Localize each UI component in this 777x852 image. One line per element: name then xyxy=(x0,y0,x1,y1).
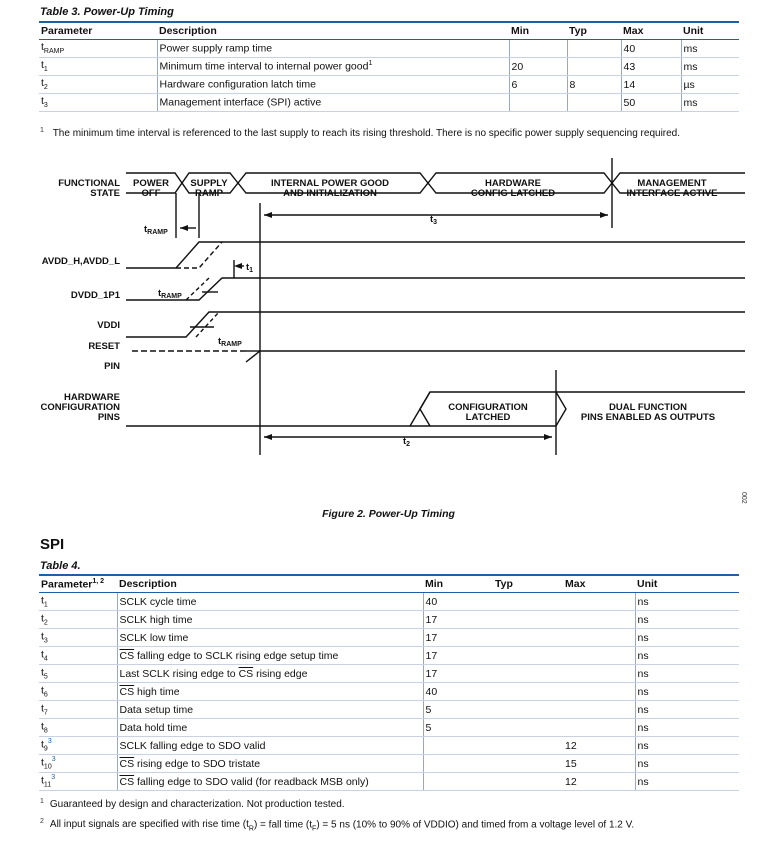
description-cell: Minimum time interval to internal power good$^1$ xyxy=(157,58,509,76)
footnote-text: The minimum time interval is referenced to the last supply to reach its rising threshold. There is no specific power supply sequencing required. xyxy=(52,128,681,140)
table-row xyxy=(39,683,739,701)
description-cell: $\overline{CS}$ falling edge to SCLK rising edge setup time xyxy=(117,647,423,665)
description-cell: $\overline{CS}$ rising edge to SDO tristate xyxy=(117,755,423,773)
state-supply-ramp-l2: RAMP xyxy=(195,188,223,199)
typ-cell xyxy=(493,593,563,611)
tramp-head xyxy=(180,225,188,231)
unit-cell: ns xyxy=(635,611,739,629)
param-cell: $t_7$ xyxy=(39,701,117,719)
t3-arrow-head-left xyxy=(264,212,272,218)
min-cell xyxy=(423,773,493,791)
unit-cell: ns xyxy=(635,593,739,611)
signal-vddi-label: VDDI xyxy=(97,320,120,331)
param-cell: $t_1$ xyxy=(39,593,117,611)
col-header-typ: Typ xyxy=(567,22,621,40)
typ-cell xyxy=(493,629,563,647)
typ-cell xyxy=(493,701,563,719)
min-cell: 17 xyxy=(423,629,493,647)
typ-cell xyxy=(493,665,563,683)
spi-footnote-2: $^2$ All input signals are specified with rise time $(t_R)$ = fall time $(t_F) = 5$ ns (10% to 90% of VDDIO) and timed from a voltage level of 1.2 V. xyxy=(40,818,635,833)
figure-id: 002 xyxy=(740,492,747,504)
param-cell: $t_3$ xyxy=(39,629,117,647)
col-header-min: Min xyxy=(509,22,567,40)
unit-cell: ns xyxy=(635,773,739,791)
signal-dvdd-label: DVDD_1P1 xyxy=(70,290,120,301)
state-internal-pg-l1: INTERNAL POWER GOOD xyxy=(270,178,390,189)
unit-cell: ns xyxy=(635,683,739,701)
spi-timing-table xyxy=(39,574,739,791)
state-hw-config-l2: CONFIG LATCHED xyxy=(470,188,556,199)
unit-cell: ns xyxy=(635,737,739,755)
tramp-label-3: $t_{RAMP}$ xyxy=(218,336,242,348)
max-cell xyxy=(563,701,635,719)
col-header-max: Max xyxy=(563,575,635,593)
table-row xyxy=(39,629,739,647)
unit-cell: ns xyxy=(635,719,739,737)
max-cell: 50 xyxy=(621,94,681,112)
min-cell: 17 xyxy=(423,611,493,629)
param-cell: $t_5$ xyxy=(39,665,117,683)
unit-cell: µs xyxy=(681,76,739,94)
typ-cell xyxy=(493,611,563,629)
table-row xyxy=(39,773,739,791)
table-row xyxy=(39,593,739,611)
param-cell: $t_4$ xyxy=(39,647,117,665)
description-cell: SCLK low time xyxy=(117,629,423,647)
param-cell: $t_2$ xyxy=(39,611,117,629)
param-cell: $t_8$ xyxy=(39,719,117,737)
table-row xyxy=(39,647,739,665)
dvdd-alt xyxy=(186,278,209,300)
description-cell: Data hold time xyxy=(117,719,423,737)
unit-cell: ns xyxy=(635,665,739,683)
dvdd-waveform xyxy=(126,278,745,300)
max-cell xyxy=(563,719,635,737)
max-cell xyxy=(563,611,635,629)
unit-cell: ns xyxy=(635,647,739,665)
table-header-row xyxy=(39,575,739,593)
max-cell: 14 xyxy=(621,76,681,94)
spi-heading: SPI xyxy=(40,536,65,553)
max-cell: 43 xyxy=(621,58,681,76)
spi-footnote-1: $^1$ Guaranteed by design and characterization. Not production tested. xyxy=(40,798,345,811)
signal-avdd-label: AVDD_H,AVDD_L xyxy=(41,256,120,267)
max-cell: 40 xyxy=(621,40,681,58)
avdd-alt xyxy=(176,242,222,268)
param-cell: $t_1$ xyxy=(39,58,157,76)
unit-cell: ns xyxy=(635,629,739,647)
functional-state-label-2: STATE xyxy=(90,188,120,199)
state-hw-config-l1: HARDWARE xyxy=(485,178,541,189)
signal-hw-label-3: PINS xyxy=(97,412,120,423)
tramp-label-2: $t_{RAMP}$ xyxy=(158,288,182,300)
col-header-parameter: Parameter xyxy=(39,22,157,40)
min-cell: 5 xyxy=(423,719,493,737)
t2-arrow-head-left xyxy=(264,434,272,440)
col-header-max: Max xyxy=(621,22,681,40)
col-header-unit: Unit xyxy=(635,575,739,593)
figure2-caption: Figure 2. Power-Up Timing xyxy=(322,508,455,520)
min-cell xyxy=(423,737,493,755)
max-cell: 12 xyxy=(563,737,635,755)
unit-cell: ms xyxy=(681,40,739,58)
signal-pin-label: PIN xyxy=(104,361,120,372)
table3-caption: Table 3. Power-Up Timing xyxy=(40,6,174,18)
table-row xyxy=(39,737,739,755)
description-cell: Power supply ramp time xyxy=(157,40,509,58)
min-cell: 5 xyxy=(423,701,493,719)
typ-cell xyxy=(493,773,563,791)
col-header-min: Min xyxy=(423,575,493,593)
min-cell: 40 xyxy=(423,593,493,611)
typ-cell: 8 xyxy=(567,76,621,94)
typ-cell xyxy=(493,683,563,701)
min-cell xyxy=(423,755,493,773)
t2-arrow-head-right xyxy=(544,434,552,440)
table-row xyxy=(39,701,739,719)
min-cell: 20 xyxy=(509,58,567,76)
hw-state-config-l1: CONFIGURATION xyxy=(448,402,528,413)
t1-head xyxy=(234,263,242,269)
tramp-label-1: $t_{RAMP}$ xyxy=(144,224,168,236)
table-row xyxy=(39,719,739,737)
max-cell xyxy=(563,629,635,647)
table-row xyxy=(39,611,739,629)
min-cell: 40 xyxy=(423,683,493,701)
typ-cell xyxy=(493,755,563,773)
param-cell: $t_3$ xyxy=(39,94,157,112)
hw-state-config-l2: LATCHED xyxy=(465,412,511,423)
col-header-parameter: Parameter$^{1, 2}$ xyxy=(39,575,117,593)
vddi-alt xyxy=(196,312,219,337)
col-header-typ: Typ xyxy=(493,575,563,593)
description-cell: Data setup time xyxy=(117,701,423,719)
col-header-description: Description xyxy=(117,575,423,593)
max-cell xyxy=(563,593,635,611)
unit-cell: ns xyxy=(635,755,739,773)
min-cell: 6 xyxy=(509,76,567,94)
state-internal-pg-l2: AND INITIALIZATION xyxy=(283,188,377,199)
table4-caption: Table 4. xyxy=(40,560,81,572)
description-cell: Last SCLK rising edge to $\overline{CS}$ rising edge xyxy=(117,665,423,683)
min-cell: 17 xyxy=(423,647,493,665)
unit-cell: ns xyxy=(635,701,739,719)
typ-cell xyxy=(493,737,563,755)
max-cell xyxy=(563,665,635,683)
max-cell xyxy=(563,647,635,665)
t3-label: $t_3$ xyxy=(430,214,438,226)
signal-hw-label-2: CONFIGURATION xyxy=(40,402,120,413)
state-mgmt-l1: MANAGEMENT xyxy=(637,178,707,189)
state-power-off-l1: POWER xyxy=(133,178,169,189)
state-mgmt-l2: INTERFACE ACTIVE xyxy=(626,188,718,199)
description-cell: $\overline{CS}$ falling edge to SDO valid (for readback MSB only) xyxy=(117,773,423,791)
typ-cell xyxy=(493,719,563,737)
unit-cell: ms xyxy=(681,94,739,112)
reset-rise xyxy=(246,351,745,362)
description-cell: SCLK falling edge to SDO valid xyxy=(117,737,423,755)
description-cell: SCLK high time xyxy=(117,611,423,629)
max-cell xyxy=(563,683,635,701)
t1-label: $t_1$ xyxy=(246,262,254,274)
description-cell: Management interface (SPI) active xyxy=(157,94,509,112)
param-cell: $t_9^3$ xyxy=(39,737,117,755)
t2-label: $t_2$ xyxy=(403,436,411,448)
max-cell: 15 xyxy=(563,755,635,773)
min-cell: 17 xyxy=(423,665,493,683)
state-supply-ramp-l1: SUPPLY xyxy=(190,178,228,189)
hw-state-dual-l1: DUAL FUNCTION xyxy=(609,402,687,413)
functional-state-label: FUNCTIONAL xyxy=(58,178,120,189)
param-cell: $t_{11}^3$ xyxy=(39,773,117,791)
max-cell: 12 xyxy=(563,773,635,791)
param-cell: $t_6$ xyxy=(39,683,117,701)
typ-cell xyxy=(493,647,563,665)
col-header-unit: Unit xyxy=(681,22,739,40)
footnote-marker: 1 xyxy=(40,127,44,134)
description-cell: SCLK cycle time xyxy=(117,593,423,611)
param-cell: $t_2$ xyxy=(39,76,157,94)
param-cell: $t_{10}^3$ xyxy=(39,755,117,773)
hw-state-dual-l2: PINS ENABLED AS OUTPUTS xyxy=(580,412,716,423)
description-cell: Hardware configuration latch time xyxy=(157,76,509,94)
description-cell: $\overline{CS}$ high time xyxy=(117,683,423,701)
table-row xyxy=(39,665,739,683)
col-header-description: Description xyxy=(157,22,509,40)
signal-hw-label-1: HARDWARE xyxy=(64,392,120,403)
param-cell: $t_{RAMP}$ xyxy=(39,40,157,58)
unit-cell: ms xyxy=(681,58,739,76)
t3-arrow-head-right xyxy=(600,212,608,218)
state-power-off-l2: OFF xyxy=(141,188,161,199)
vddi-waveform xyxy=(126,312,745,337)
signal-reset-label: RESET xyxy=(88,341,120,352)
table-row xyxy=(39,755,739,773)
